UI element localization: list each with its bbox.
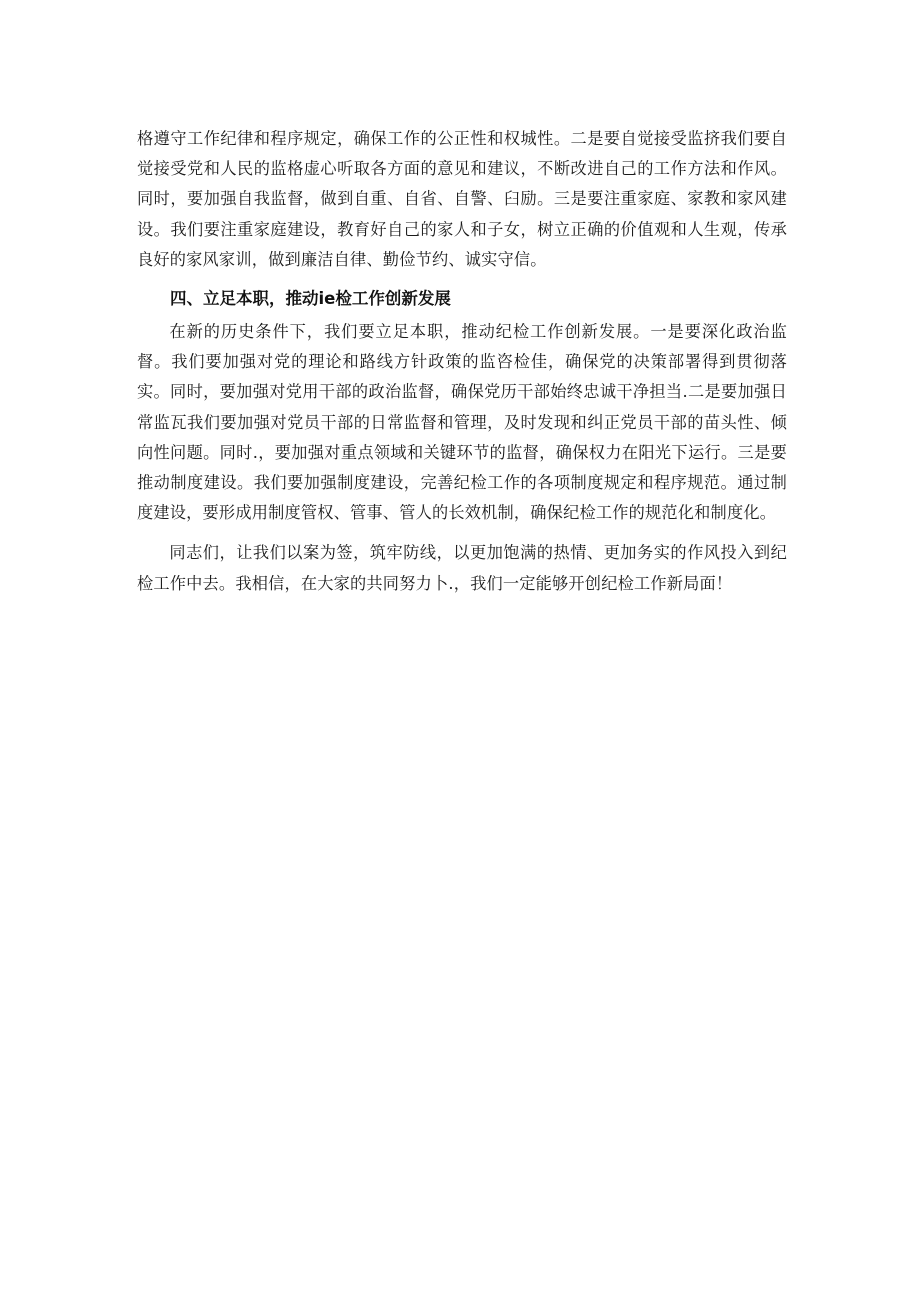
paragraph-continuation: 格遵守工作纪律和程序规定，确保工作的公正性和权城性。二是要自觉接受监挤我们要自觉接受党和人民的监格虚心听取各方面的意见和建议，不断改进自己的工作方法和作风。同时，要加强自我监督，做到自重、自省、自警、臼励。三是要注重家庭、家教和家风建设。我们要注重家庭建设，教育好自己的家人和子女，树立正确的价值观和人生观，传承良好的家风家训，做到廉洁自律、勤俭节约、诚实守信。 bbox=[137, 129, 787, 269]
paragraph-closing: 同志们，让我们以案为签，筑牢防线，以更加饱满的热情、更加务实的作风投入到纪检工作中去。我相信，在大家的共同努力卜.，我们一定能够开创纪检工作新局面！ bbox=[137, 543, 787, 593]
paragraph-section-four: 在新的历史条件下，我们要立足本职，推动纪检工作创新发展。一是要深化政治监督。我们要加强对党的理论和路线方针政策的监咨检佳，确保党的决策部署得到贯彻落实。同时，要加强对党用干部的政治监督，确保党历干部始终忠诚干净担当.二是要加强日常监瓦我们要加强对党员干部的日常监督和管理，及时发现和纠正党员干部的苗头性、倾向性问题。同时.，要加强对重点领域和关键环节的监督，确保权力在阳光下运行。三是要推动制度建设。我们要加强制度建设，完善纪检工作的各项制度规定和程序规范。通过制度建设，要形成用制度管权、管事、管人的长效机制，确保纪检工作的规范化和制度化。 bbox=[137, 322, 787, 523]
paragraph-spacer bbox=[137, 528, 787, 538]
section-heading-four: 四、立足本职，推动ie检工作创新发展 bbox=[170, 289, 451, 309]
document-body bbox=[137, 124, 787, 599]
